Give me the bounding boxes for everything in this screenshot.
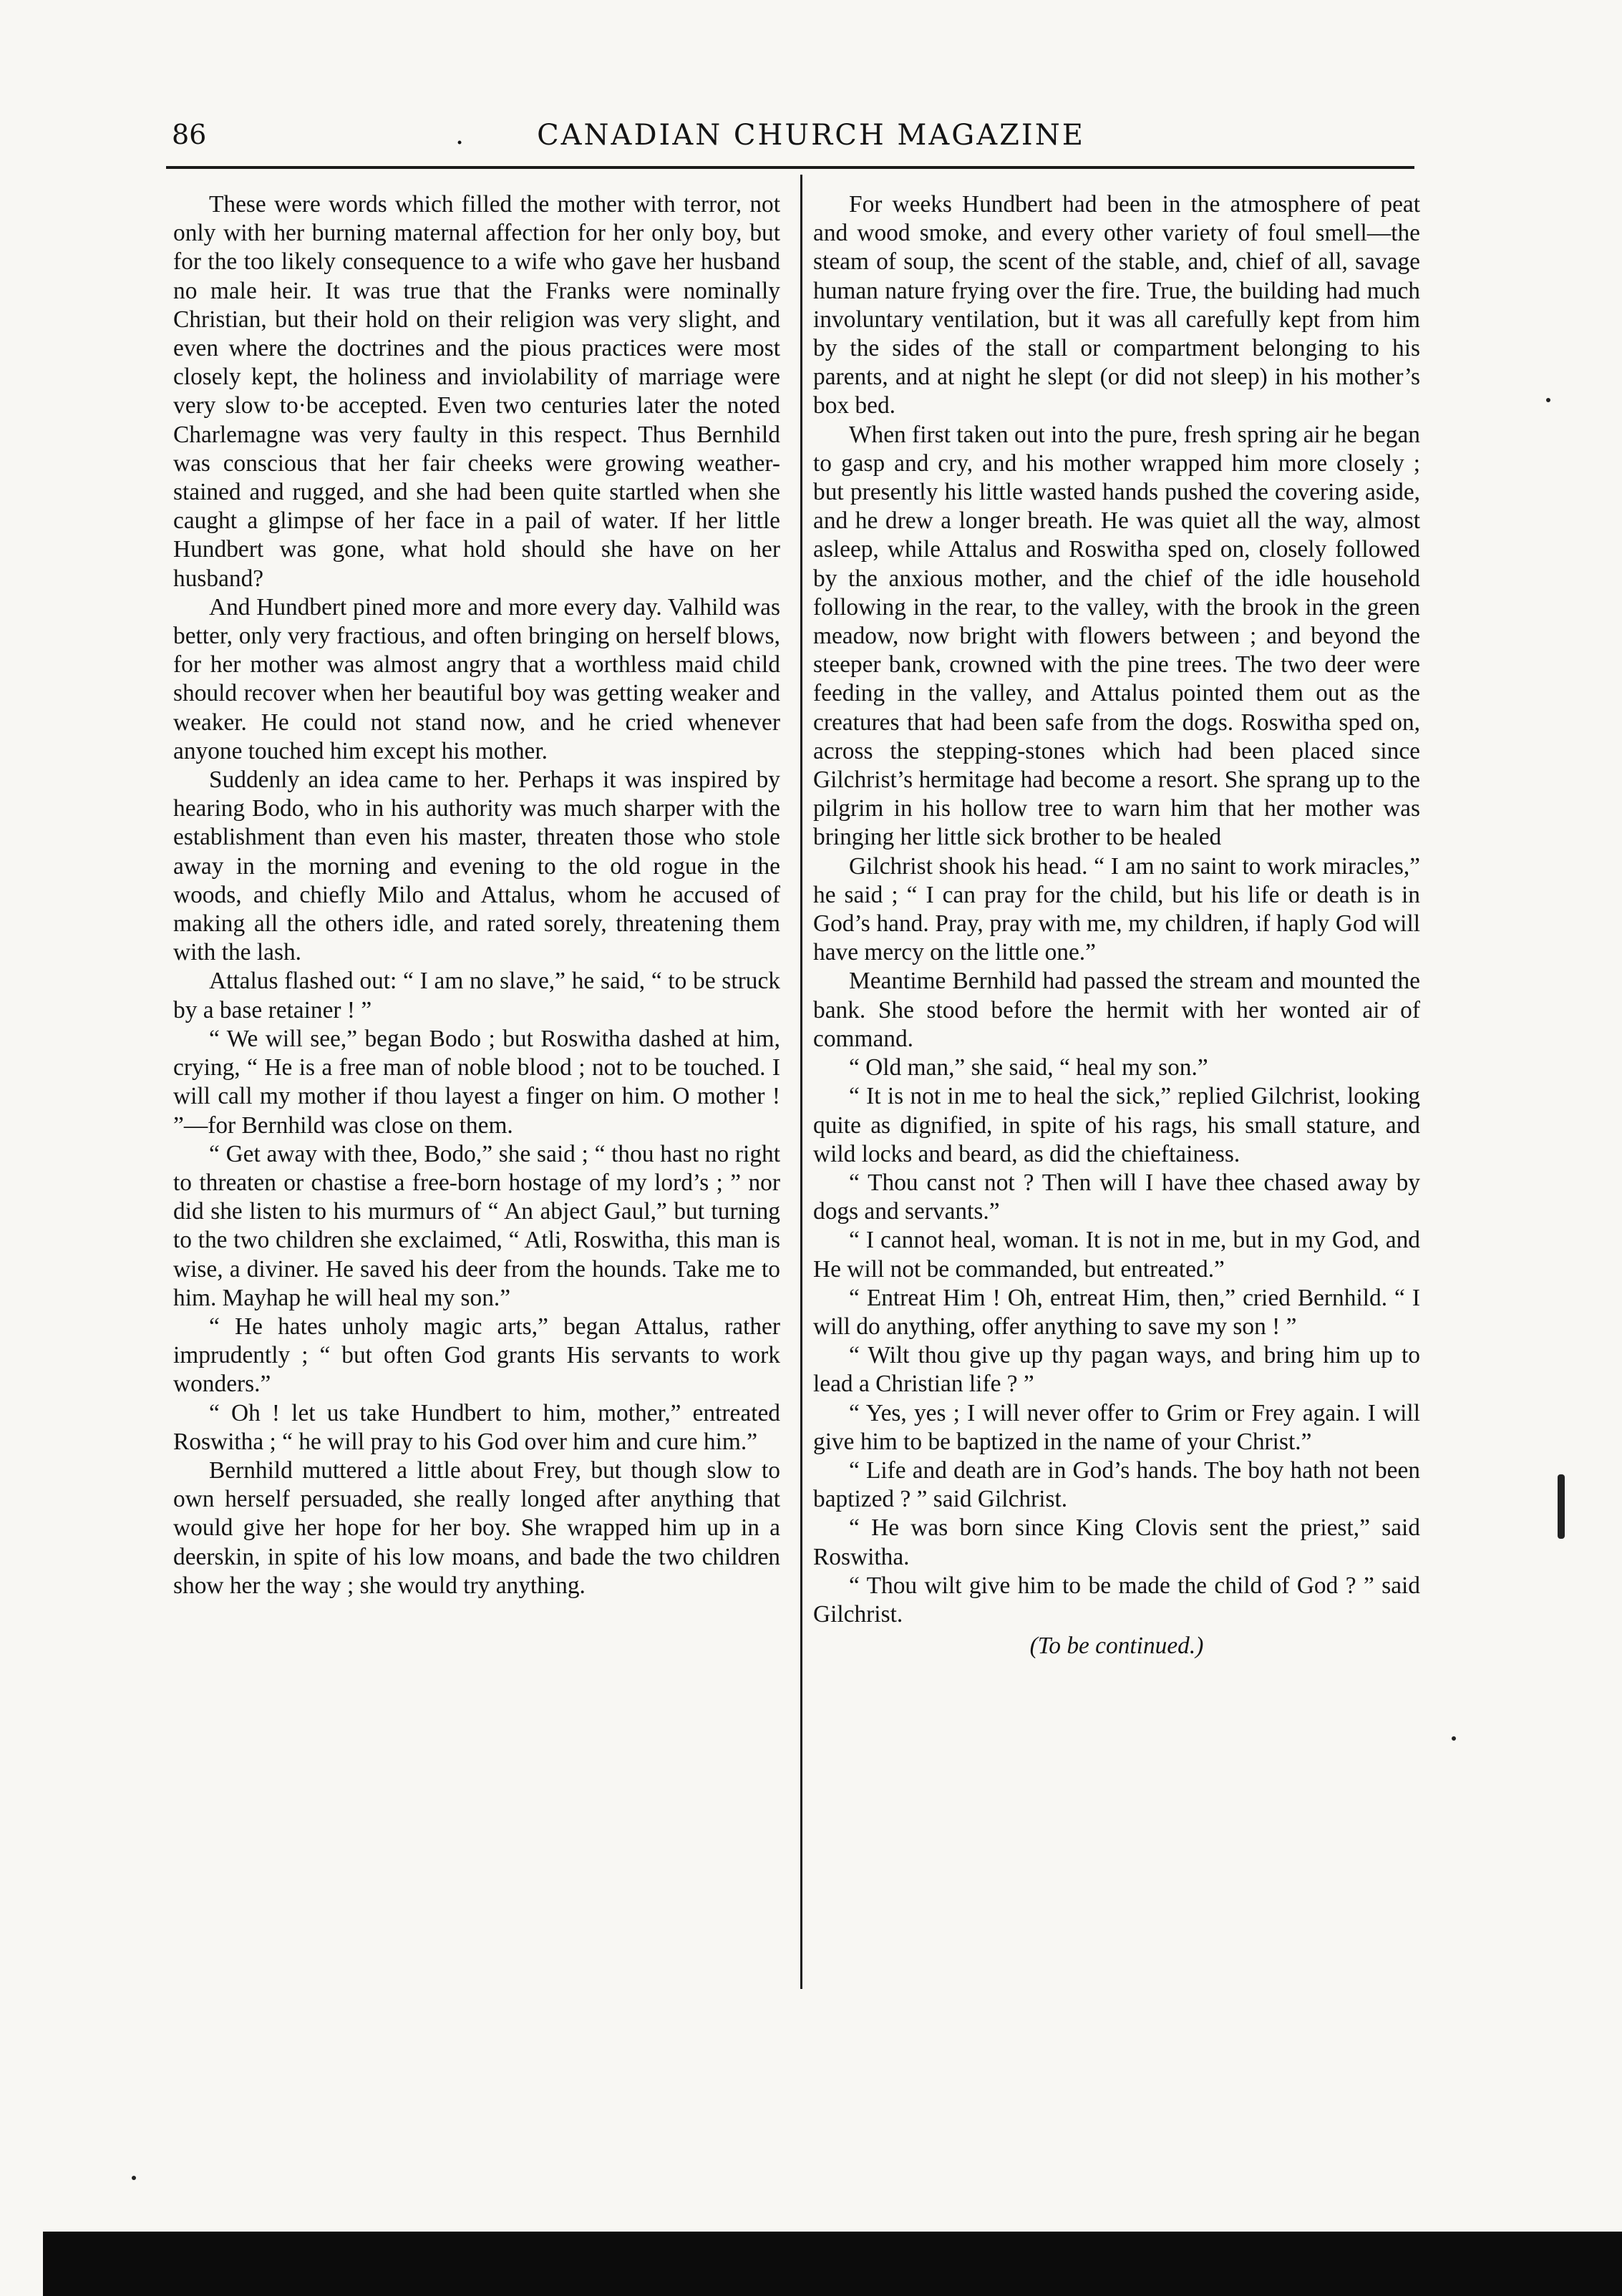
paragraph: Meantime Bernhild had passed the stream and mounted the bank. She stood before the hermit with her wonted air of command.: [813, 968, 1420, 1052]
paragraph: These were words which filled the mother with terror, not only with her burning maternal affection for her only boy, but for the too likely consequence to a wife who gave her husband no male heir. It was true that the Franks were nominally Christian, but their hold on their religion was very slight, and even where the doctrines and the pious practices were most closely kept, the holiness and inviolability of marriage were very slow to·be accepted. Even two centuries later the noted Charlemagne was very faulty in this respect. Thus Bernhild was conscious that her fair cheeks were growing weather-stained and rugged, and she had been quite startled when she caught a glimpse of her face in a pail of water. If her little Hundbert was gone, what hold should she have on her husband?: [173, 191, 780, 592]
paragraph: “ Oh ! let us take Hundbert to him, mother,” entreated Roswitha ; “ he will pray to his God over him and cure him.”: [173, 1399, 780, 1455]
paragraph: “ We will see,” began Bodo ; but Roswitha dashed at him, crying, “ He is a free man of noble blood ; not to be touched. I will call my mother if thou layest a finger on him. O mother ! ”—for Bernhild was close on them.: [173, 1025, 780, 1139]
paragraph: Suddenly an idea came to her. Perhaps it was inspired by hearing Bodo, who in his authority was much sharper with the establishment than even his master, threaten those who stole away in the morning and evening to the old rogue in the woods, and chiefly Milo and Attalus, whom he accused of making all the others idle, and rated sorely, threatening them with the lash.: [173, 767, 780, 966]
scan-speck: [1452, 1736, 1456, 1741]
running-title: CANADIAN CHURCH MAGAZINE: [537, 119, 1085, 152]
scan-edge-bar: [43, 2232, 1622, 2296]
right-column: [813, 190, 1420, 1660]
paragraph: “ Thou canst not ? Then will I have thee chased away by dogs and servants.”: [813, 1169, 1420, 1225]
page-number: 86: [172, 119, 207, 150]
paragraph: When first taken out into the pure, fresh spring air he began to gasp and cry, and his mother wrapped him more closely ; but presently his little wasted hands pushed the covering aside, and he drew a longer breath. He was quiet all the way, almost asleep, while Attalus and Roswitha sped on, closely followed by the anxious mother, and the chief of the idle household following in the rear, to the valley, with the brook in the green meadow, now bright with flowers between ; and beyond the steeper bank, crowned with the pine trees. The two deer were feeding in the valley, and Attalus pointed them out as the creatures that had been safe from the dogs. Roswitha sped on, across the stepping-stones which had been placed since Gilchrist’s hermitage had become a resort. She sprang up to the pilgrim in his hollow tree to warn him that her mother was bringing her little sick brother to be healed: [813, 421, 1420, 851]
paragraph: “ He hates unholy magic arts,” began Attalus, rather imprudently ; “ but often God grants His servants to work wonders.”: [173, 1313, 780, 1398]
left-column: [173, 190, 780, 1600]
paragraph: For weeks Hundbert had been in the atmosphere of peat and wood smoke, and every other variety of foul smell—the steam of soup, the scent of the stable, and, chief of all, savage human nature frying over the fire. True, the building had much involuntary ventilation, but it was all carefully kept from him by the sides of the stall or compartment belonging to his parents, and at night he slept (or did not sleep) in his mother’s box bed.: [813, 191, 1420, 419]
paragraph: “ Thou wilt give him to be made the child of God ? ” said Gilchrist.: [813, 1572, 1420, 1628]
header-rule: [166, 166, 1414, 169]
paragraph: Attalus flashed out: “ I am no slave,” he said, “ to be struck by a base retainer ! ”: [173, 968, 780, 1023]
column-divider: [800, 175, 802, 1989]
paragraph: And Hundbert pined more and more every day. Valhild was better, only very fractious, and often bringing on herself blows, for her mother was almost angry that a worthless maid child should recover when her beautiful boy was getting weaker and weaker. He could not stand now, and he cried whenever anyone touched him except his mother.: [173, 593, 780, 764]
paragraph: “ Old man,” she said, “ heal my son.”: [849, 1054, 1208, 1081]
paragraph: Bernhild muttered a little about Frey, but though slow to own herself persuaded, she really longed after anything that would give her hope for her boy. She wrapped him up in a deerskin, in spite of his low moans, and bade the two children show her the way ; she would try anything.: [173, 1456, 780, 1599]
paragraph: “ Yes, yes ; I will never offer to Grim or Frey again. I will give him to be baptized in the name of your Christ.”: [813, 1399, 1420, 1455]
header-separator: .: [455, 119, 465, 150]
paragraph: “ He was born since King Clovis sent the priest,” said Roswitha.: [813, 1514, 1420, 1570]
scan-mark: [1558, 1474, 1565, 1539]
paragraph: “ Wilt thou give up thy pagan ways, and bring him up to lead a Christian life ? ”: [813, 1342, 1420, 1398]
scan-speck: [1546, 398, 1550, 402]
scan-speck: [132, 2176, 136, 2180]
paragraph: “ It is not in me to heal the sick,” replied Gilchrist, looking quite as dignified, in spite of his rags, his small stature, and wild locks and beard, as did the chieftainess.: [813, 1083, 1420, 1167]
paragraph: “ I cannot heal, woman. It is not in me, but in my God, and He will not be commanded, but entreated.”: [813, 1227, 1420, 1283]
page-header: [0, 0, 1622, 172]
paragraph: “ Get away with thee, Bodo,” she said ; “ thou hast no right to threaten or chastise a free-born hostage of my lord’s ; ” nor did she listen to his murmurs of “ An abject Gaul,” but turning to the two children she exclaimed, “ Atli, Roswitha, this man is wise, a diviner. He saved his deer from the hounds. Take me to him. Mayhap he will heal my son.”: [173, 1140, 780, 1311]
to-be-continued: (To be continued.): [1029, 1633, 1204, 1660]
paragraph: “ Entreat Him ! Oh, entreat Him, then,” cried Bernhild. “ I will do anything, offer anything to save my son ! ”: [813, 1284, 1420, 1340]
paragraph: “ Life and death are in God’s hands. The boy hath not been baptized ? ” said Gilchrist.: [813, 1456, 1420, 1513]
paragraph: Gilchrist shook his head. “ I am no saint to work miracles,” he said ; “ I can pray for the child, but his life or death is in God’s hand. Pray, pray with me, my children, if haply God will have mercy on the little one.”: [813, 852, 1420, 966]
